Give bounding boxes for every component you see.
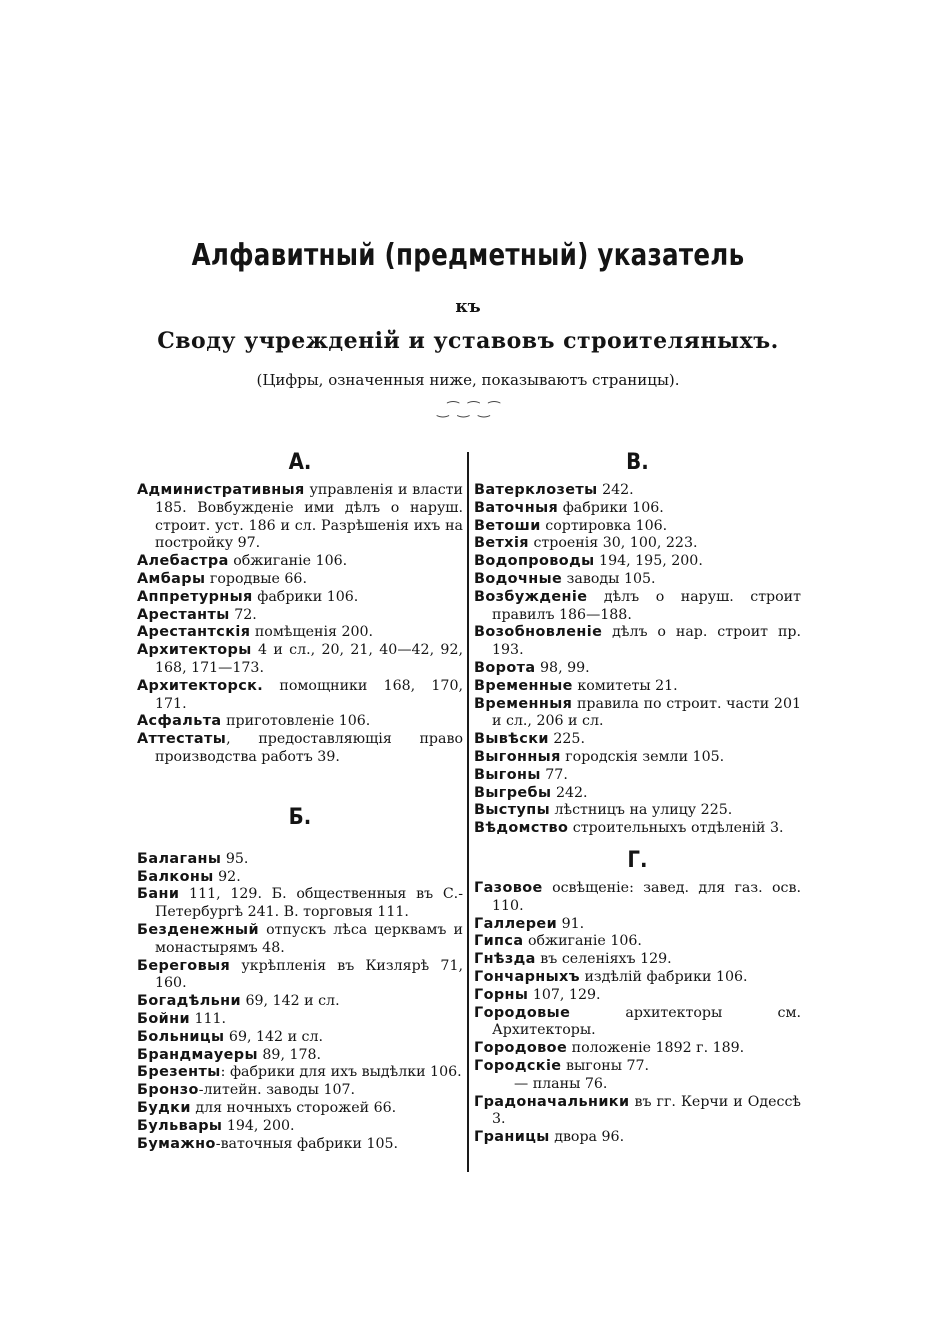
entry-headword: Асфальта bbox=[137, 713, 222, 730]
index-entry bbox=[137, 553, 463, 571]
index-entry bbox=[474, 1094, 801, 1130]
index-entry bbox=[474, 767, 801, 785]
index-entry bbox=[137, 993, 463, 1011]
index-entry bbox=[474, 660, 801, 678]
page-title: Алфавитный (предметный) указатель bbox=[191, 238, 745, 273]
entry-references: 92. bbox=[213, 868, 241, 885]
entry-references: 77. bbox=[540, 766, 568, 783]
entry-references: 72. bbox=[229, 606, 257, 623]
entry-headword: Аттестаты bbox=[137, 731, 227, 748]
entry-references: 91. bbox=[557, 915, 585, 932]
entry-references: -литейн. заводы 107. bbox=[198, 1082, 356, 1099]
entry-headword: Алебастра bbox=[137, 553, 229, 570]
entry-references: управленія и власти 185. Вовбужденіе ими дѣлъ о наруш. строит. уст. 186 и сл. Разрѣшенія ихъ на постройку 97. bbox=[155, 482, 463, 552]
entry-references: 225. bbox=[548, 731, 585, 748]
index-entry bbox=[474, 785, 801, 803]
entry-headword: Береговыя bbox=[137, 957, 231, 974]
entry-headword: Горны bbox=[474, 986, 529, 1003]
entry-references: архитекторы см. Архитекторы. bbox=[492, 1004, 801, 1039]
entry-headword: Брезенты bbox=[137, 1064, 221, 1081]
entry-headword: Границы bbox=[474, 1129, 550, 1146]
entry-references: заводы 105. bbox=[562, 570, 656, 587]
index-entry bbox=[137, 1047, 463, 1065]
entry-headword: Больницы bbox=[137, 1028, 225, 1045]
entry-references: строенія 30, 100, 223. bbox=[528, 535, 698, 552]
entry-headword: Безденежный bbox=[137, 921, 259, 938]
entry-headword: Ветоши bbox=[474, 517, 541, 534]
column-divider bbox=[467, 452, 469, 1172]
entry-references: городскія земли 105. bbox=[560, 748, 725, 765]
index-entry bbox=[474, 624, 801, 660]
section-letter-b: Б. bbox=[288, 804, 312, 830]
section-a-entries bbox=[137, 482, 463, 767]
section-letter-g: Г. bbox=[627, 847, 648, 873]
entry-headword: Возбужденіе bbox=[474, 588, 588, 605]
entry-headword: Вывѣски bbox=[474, 731, 549, 748]
index-entry bbox=[474, 933, 801, 951]
entry-references: приготовленіе 106. bbox=[221, 713, 371, 730]
entry-references: городвые 66. bbox=[205, 570, 307, 587]
entry-headword: Бойни bbox=[137, 1010, 190, 1027]
index-entry bbox=[137, 851, 463, 869]
entry-headword: Аппретурныя bbox=[137, 588, 253, 605]
index-entry bbox=[474, 518, 801, 536]
entry-references: 98, 99. bbox=[535, 659, 590, 676]
index-entry bbox=[137, 922, 463, 958]
entry-references: комитеты 21. bbox=[572, 677, 678, 694]
entry-references: укрѣпленія въ Кизлярѣ 71, 160. bbox=[155, 957, 463, 992]
index-entry bbox=[137, 1064, 463, 1082]
index-entry bbox=[137, 1082, 463, 1100]
index-entry bbox=[137, 624, 463, 642]
entry-references: освѣщеніе: завед. для газ. осв. 110. bbox=[492, 879, 801, 914]
entry-references: 95. bbox=[221, 850, 249, 867]
entry-references: : фабрики для ихъ выдѣлки 106. bbox=[220, 1064, 462, 1081]
index-entry bbox=[474, 916, 801, 934]
index-entry bbox=[474, 678, 801, 696]
right-column bbox=[474, 448, 801, 1147]
entry-references: лѣстницъ на улицу 225. bbox=[550, 802, 733, 819]
index-entry bbox=[137, 731, 463, 767]
index-entry bbox=[474, 1040, 801, 1058]
index-entry bbox=[137, 1011, 463, 1029]
entry-references: въ гг. Керчи и Одессѣ 3. bbox=[492, 1093, 801, 1128]
entry-references: сортировка 106. bbox=[540, 517, 668, 534]
entry-headword: Выступы bbox=[474, 802, 550, 819]
index-entry bbox=[137, 571, 463, 589]
index-entry bbox=[474, 696, 801, 732]
entry-references: дѣлъ о наруш. строит правилъ 186—188. bbox=[492, 588, 801, 623]
ornament-flourish: ‿⁀‿⁀‿⁀ bbox=[437, 402, 499, 418]
index-entry bbox=[474, 500, 801, 518]
index-entry bbox=[474, 749, 801, 767]
entry-headword: Выгоны bbox=[474, 766, 541, 783]
entry-headword: Выгонныя bbox=[474, 748, 561, 765]
index-entry bbox=[137, 886, 463, 922]
entry-headword: Гончарныхъ bbox=[474, 968, 580, 985]
entry-headword: Газовое bbox=[474, 879, 543, 896]
entry-headword: Ветхія bbox=[474, 535, 529, 552]
entry-references: фабрики 106. bbox=[558, 499, 664, 516]
entry-references: 69, 142 и сл. bbox=[224, 1028, 324, 1045]
entry-headword: Возобновленіе bbox=[474, 624, 603, 641]
entry-headword: Гнѣзда bbox=[474, 951, 536, 968]
index-entry bbox=[474, 589, 801, 625]
entry-references: выгоны 77. bbox=[561, 1057, 650, 1074]
entry-headword: Временныя bbox=[474, 695, 573, 712]
entry-headword: Градоначальники bbox=[474, 1093, 630, 1110]
entry-references: 107, 129. bbox=[528, 986, 601, 1003]
entry-references: правила по строит. части 201 и сл., 206 и сл. bbox=[492, 695, 801, 730]
section-letter-v: В. bbox=[626, 450, 649, 475]
entry-headword: Административныя bbox=[137, 482, 305, 498]
entry-references: издѣлій фабрики 106. bbox=[579, 968, 748, 985]
entry-headword: Ворота bbox=[474, 659, 536, 676]
page-subtitle: Своду учрежденій и уставовъ строителяныхъ. bbox=[157, 328, 779, 354]
entry-headword: Гипса bbox=[474, 933, 524, 950]
section-letter-a: А. bbox=[288, 450, 312, 475]
entry-references: 4 и сл., 20, 21, 40—42, 92, 168, 171—173. bbox=[155, 642, 463, 676]
entry-headword: Бронзо bbox=[137, 1082, 199, 1099]
index-entry bbox=[474, 553, 801, 571]
title-connector: къ bbox=[455, 297, 481, 317]
index-entry bbox=[137, 869, 463, 887]
index-entry bbox=[474, 1058, 801, 1076]
entry-references: 242. bbox=[597, 482, 634, 498]
entry-references: 242. bbox=[551, 784, 588, 801]
entry-references: положеніе 1892 г. 189. bbox=[567, 1040, 745, 1057]
entry-references: — планы 76. bbox=[514, 1075, 608, 1092]
entry-headword: Балконы bbox=[137, 868, 214, 885]
page-note: (Цифры, означенныя ниже, показываютъ страницы). bbox=[256, 371, 680, 389]
entry-headword: Ватерклозеты bbox=[474, 482, 598, 498]
entry-headword: Галлереи bbox=[474, 915, 558, 932]
entry-references: въ селеніяхъ 129. bbox=[535, 951, 672, 968]
entry-references: 194, 195, 200. bbox=[594, 553, 703, 570]
index-entry bbox=[474, 820, 801, 838]
index-entry bbox=[137, 589, 463, 607]
index-entry bbox=[137, 713, 463, 731]
index-entry bbox=[137, 1118, 463, 1136]
entry-references: , предоставляющія право производства работъ 39. bbox=[155, 731, 463, 765]
section-g-entries bbox=[474, 880, 801, 1147]
index-entry bbox=[474, 802, 801, 820]
entry-headword: Архитекторск. bbox=[137, 677, 264, 694]
entry-headword: Временные bbox=[474, 677, 573, 694]
section-b-entries bbox=[137, 851, 463, 1154]
entry-headword: Ваточныя bbox=[474, 499, 559, 516]
entry-references: строительныхъ отдѣленій 3. bbox=[568, 820, 784, 837]
entry-headword: Городскіе bbox=[474, 1057, 562, 1074]
entry-headword: Архитекторы bbox=[137, 642, 252, 659]
index-entry bbox=[137, 1136, 463, 1154]
entry-references: обжиганіе 106. bbox=[523, 933, 642, 950]
index-entry bbox=[474, 1076, 801, 1094]
entry-references: помѣщенія 200. bbox=[250, 624, 374, 641]
entry-references: двора 96. bbox=[549, 1129, 625, 1146]
index-entry bbox=[474, 535, 801, 553]
entry-headword: Амбары bbox=[137, 570, 206, 587]
index-entry bbox=[474, 880, 801, 916]
entry-headword: Бумажно bbox=[137, 1135, 216, 1152]
entry-headword: Городовые bbox=[474, 1004, 571, 1021]
entry-headword: Выгребы bbox=[474, 784, 552, 801]
section-v-entries bbox=[474, 482, 801, 838]
entry-references: отпускъ лѣса церквамъ и монастырямъ 48. bbox=[155, 921, 463, 956]
entry-references: 194, 200. bbox=[222, 1117, 295, 1134]
index-entry bbox=[137, 642, 463, 678]
entry-references: 111. bbox=[189, 1010, 227, 1027]
entry-headword: Балаганы bbox=[137, 850, 222, 867]
entry-headword: Водопроводы bbox=[474, 553, 595, 570]
entry-headword: Будки bbox=[137, 1099, 191, 1116]
index-entry bbox=[474, 731, 801, 749]
index-entry bbox=[474, 969, 801, 987]
index-entry bbox=[474, 1129, 801, 1147]
entry-headword: Арестантскія bbox=[137, 624, 251, 641]
index-entry bbox=[474, 1005, 801, 1041]
entry-references: для ночныхъ сторожей 66. bbox=[190, 1099, 397, 1116]
entry-references: -ваточныя фабрики 105. bbox=[215, 1135, 399, 1152]
entry-references: фабрики 106. bbox=[252, 588, 359, 605]
entry-references: 111, 129. Б. общественныя въ С.-Петербургѣ 241. В. торговыя 111. bbox=[155, 886, 463, 921]
entry-headword: Бани bbox=[137, 886, 180, 903]
index-entry bbox=[474, 482, 801, 500]
index-entry bbox=[474, 987, 801, 1005]
index-entry bbox=[137, 607, 463, 625]
index-entry bbox=[474, 571, 801, 589]
index-entry bbox=[137, 482, 463, 553]
entry-headword: Богадѣльни bbox=[137, 993, 241, 1010]
entry-headword: Городовое bbox=[474, 1040, 568, 1057]
index-entry bbox=[137, 958, 463, 994]
entry-references: 89, 178. bbox=[257, 1046, 322, 1063]
entry-references: 69, 142 и сл. bbox=[240, 993, 340, 1010]
entry-headword: Брандмауеры bbox=[137, 1046, 258, 1063]
entry-references: обжиганіе 106. bbox=[228, 553, 348, 570]
entry-headword: Водочные bbox=[474, 570, 563, 587]
index-entry bbox=[137, 678, 463, 714]
entry-references: дѣлъ о нар. строит пр. 193. bbox=[492, 624, 801, 659]
entry-headword: Бульвары bbox=[137, 1117, 223, 1134]
left-column bbox=[137, 448, 463, 1153]
entry-headword: Арестанты bbox=[137, 606, 230, 623]
entry-references: помощники 168, 170, 171. bbox=[155, 677, 463, 712]
index-entry bbox=[137, 1029, 463, 1047]
index-entry bbox=[137, 1100, 463, 1118]
entry-headword: Вѣдомство bbox=[474, 820, 569, 837]
index-entry bbox=[474, 951, 801, 969]
